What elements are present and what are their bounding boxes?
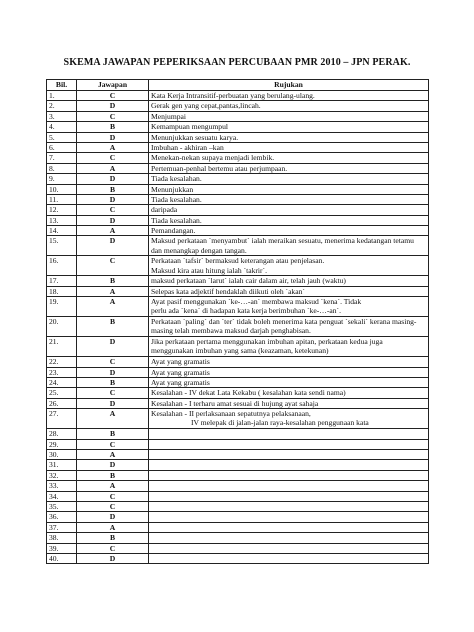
answer-letter: D — [77, 174, 149, 184]
reference-text: Perkataan `paling` dan `ter` tidak boleh menerima kata penguat `sekali` kerana masing- — [151, 317, 417, 327]
reference-cell — [149, 367, 429, 377]
reference-cell — [149, 409, 429, 429]
row-number: 17. — [47, 276, 77, 286]
answer-letter: B — [77, 276, 149, 286]
reference-cell — [149, 132, 429, 142]
reference-text: maksud perkataan `larut` ialah cair dalam air, telah jauh (waktu) — [151, 276, 346, 286]
reference-text: Maksud kira atau hitung ialah `takrir`. — [151, 265, 267, 275]
answer-letter: A — [77, 163, 149, 173]
answer-table — [46, 79, 429, 564]
answer-letter: C — [77, 153, 149, 163]
table-row — [47, 460, 429, 470]
reference-text: Kesalahan - IV dekat Lata Kekabu ( kesalahan kata sendi nama) — [151, 388, 346, 398]
answer-letter: C — [77, 357, 149, 367]
reference-text: Gerak gen yang cepat,pantas,lincah. — [151, 101, 261, 111]
table-header-row — [47, 80, 429, 91]
reference-text: perlu ada `kena` di hadapan kata kerja berimbuhan `ke-…-an`. — [151, 306, 341, 316]
reference-cell — [149, 163, 429, 173]
reference-text: Menjumpai — [151, 111, 187, 121]
table-row — [47, 205, 429, 215]
answer-letter: A — [77, 142, 149, 152]
reference-text: Tiada kesalahan. — [151, 174, 202, 184]
table-row — [47, 449, 429, 459]
answer-letter: A — [77, 297, 149, 317]
table-row — [47, 388, 429, 398]
answer-letter: D — [77, 101, 149, 111]
answer-letter: B — [77, 378, 149, 388]
reference-cell — [149, 184, 429, 194]
row-number: 21. — [47, 337, 77, 357]
row-number: 33. — [47, 481, 77, 491]
row-number: 30. — [47, 449, 77, 459]
reference-cell — [149, 194, 429, 204]
reference-text: Kesalahan - I terharu amat sesuai di hujung ayat sahaja — [151, 398, 319, 408]
table-row — [47, 357, 429, 367]
answer-letter: D — [77, 215, 149, 225]
table-row — [47, 297, 429, 317]
row-number: 4. — [47, 122, 77, 132]
table-row — [47, 409, 429, 429]
answer-letter: C — [77, 111, 149, 121]
reference-cell — [149, 357, 429, 367]
table-row — [47, 132, 429, 142]
answer-letter: B — [77, 533, 149, 543]
table-row — [47, 512, 429, 522]
reference-text: Ayat yang gramatis — [151, 378, 210, 388]
table-row — [47, 398, 429, 408]
row-number: 19. — [47, 297, 77, 317]
reference-cell — [149, 378, 429, 388]
reference-text: Tiada kesalahan. — [151, 215, 202, 225]
reference-cell — [149, 122, 429, 132]
row-number: 40. — [47, 553, 77, 563]
row-number: 31. — [47, 460, 77, 470]
reference-cell — [149, 205, 429, 215]
answer-letter: D — [77, 337, 149, 357]
row-number: 16. — [47, 256, 77, 276]
row-number: 37. — [47, 522, 77, 532]
table-row — [47, 174, 429, 184]
table-row — [47, 91, 429, 101]
reference-text: Menunjukkan — [151, 184, 194, 194]
table-row — [47, 122, 429, 132]
table-row — [47, 429, 429, 439]
row-number: 34. — [47, 491, 77, 501]
table-row — [47, 286, 429, 296]
table-row — [47, 367, 429, 377]
row-number: 5. — [47, 132, 77, 142]
answer-letter: D — [77, 512, 149, 522]
table-row — [47, 543, 429, 553]
answer-letter: B — [77, 122, 149, 132]
reference-text: Imbuhan - akhiran –kan — [151, 142, 224, 152]
reference-cell — [149, 481, 429, 491]
answer-letter: B — [77, 317, 149, 337]
table-row — [47, 337, 429, 357]
row-number: 27. — [47, 409, 77, 429]
table-row — [47, 553, 429, 563]
reference-cell — [149, 512, 429, 522]
reference-cell — [149, 256, 429, 276]
answer-letter: C — [77, 205, 149, 215]
row-number: 24. — [47, 378, 77, 388]
answer-letter: B — [77, 470, 149, 480]
reference-cell — [149, 388, 429, 398]
reference-text: Tiada kesalahan. — [151, 194, 202, 204]
answer-letter: A — [77, 286, 149, 296]
row-number: 10. — [47, 184, 77, 194]
table-row — [47, 481, 429, 491]
row-number: 13. — [47, 215, 77, 225]
answer-letter: C — [77, 491, 149, 501]
answer-letter: A — [77, 409, 149, 429]
answer-letter: D — [77, 398, 149, 408]
row-number: 15. — [47, 236, 77, 256]
reference-cell — [149, 439, 429, 449]
answer-letter: D — [77, 460, 149, 470]
reference-cell — [149, 174, 429, 184]
row-number: 6. — [47, 142, 77, 152]
table-row — [47, 111, 429, 121]
row-number: 32. — [47, 470, 77, 480]
reference-cell — [149, 553, 429, 563]
table-row — [47, 378, 429, 388]
reference-cell — [149, 460, 429, 470]
table-row — [47, 194, 429, 204]
answer-letter: A — [77, 449, 149, 459]
reference-cell — [149, 501, 429, 511]
answer-letter: C — [77, 256, 149, 276]
row-number: 22. — [47, 357, 77, 367]
reference-cell — [149, 449, 429, 459]
answer-letter: C — [77, 91, 149, 101]
reference-cell — [149, 101, 429, 111]
answer-letter: C — [77, 388, 149, 398]
table-row — [47, 439, 429, 449]
table-row — [47, 163, 429, 173]
answer-letter: C — [77, 501, 149, 511]
table-row — [47, 215, 429, 225]
answer-letter: B — [77, 184, 149, 194]
reference-cell — [149, 142, 429, 152]
header-rujukan: Rujukan — [149, 80, 429, 91]
reference-cell — [149, 286, 429, 296]
reference-cell — [149, 470, 429, 480]
row-number: 29. — [47, 439, 77, 449]
row-number: 26. — [47, 398, 77, 408]
reference-text: Kemampuan mengumpul — [151, 122, 228, 132]
row-number: 1. — [47, 91, 77, 101]
reference-text: Selepas kata adjektif hendaklah diikuti oleh `akan` — [151, 286, 305, 296]
table-row — [47, 522, 429, 532]
row-number: 9. — [47, 174, 77, 184]
reference-cell — [149, 491, 429, 501]
row-number: 3. — [47, 111, 77, 121]
table-row — [47, 256, 429, 276]
row-number: 18. — [47, 286, 77, 296]
reference-cell — [149, 111, 429, 121]
answer-letter: D — [77, 236, 149, 256]
answer-letter: C — [77, 543, 149, 553]
header-bil: Bil. — [47, 80, 77, 91]
reference-cell — [149, 337, 429, 357]
row-number: 11. — [47, 194, 77, 204]
header-jawapan: Jawapan — [77, 80, 149, 91]
reference-text: daripada — [151, 205, 178, 215]
row-number: 23. — [47, 367, 77, 377]
reference-cell — [149, 226, 429, 236]
reference-text: masing telah membawa maksud darjah penghabisan. — [151, 326, 311, 336]
answer-letter: A — [77, 522, 149, 532]
table-row — [47, 533, 429, 543]
row-number: 28. — [47, 429, 77, 439]
table-row — [47, 317, 429, 337]
row-number: 14. — [47, 226, 77, 236]
reference-text: Ayat pasif menggunakan `ke-…-an` membawa maksud `kena`. Tidak — [151, 297, 362, 307]
table-row — [47, 226, 429, 236]
reference-cell — [149, 398, 429, 408]
reference-cell — [149, 236, 429, 256]
row-number: 8. — [47, 163, 77, 173]
answer-letter: D — [77, 367, 149, 377]
table-row — [47, 153, 429, 163]
row-number: 7. — [47, 153, 77, 163]
answer-letter: A — [77, 226, 149, 236]
reference-text: Kesalahan - II perlaksanaan sepatutnya pelaksanaan, — [151, 409, 311, 419]
answer-letter: D — [77, 194, 149, 204]
reference-text: Menunjukkan sesuatu karya. — [151, 132, 239, 142]
answer-letter: D — [77, 132, 149, 142]
row-number: 39. — [47, 543, 77, 553]
reference-text: Perkataan `tafsir` bermaksud keterangan atau penjelasan. — [151, 256, 325, 266]
reference-cell — [149, 522, 429, 532]
reference-text: dan menangkap dengan tangan. — [151, 245, 247, 255]
row-number: 36. — [47, 512, 77, 522]
reference-cell — [149, 429, 429, 439]
row-number: 38. — [47, 533, 77, 543]
reference-text: Maksud perkataan `menyambut` ialah meraikan sesuatu, menerima kedatangan tetamu — [151, 236, 414, 246]
reference-cell — [149, 276, 429, 286]
row-number: 12. — [47, 205, 77, 215]
reference-cell — [149, 533, 429, 543]
row-number: 35. — [47, 501, 77, 511]
reference-text: Menekan-nekan supaya menjadi lembik. — [151, 153, 275, 163]
page-title: SKEMA JAWAPAN PEPERIKSAAN PERCUBAAN PMR 2010 – JPN PERAK. — [63, 57, 411, 68]
table-row — [47, 501, 429, 511]
reference-text: Ayat yang gramatis — [151, 367, 210, 377]
reference-cell — [149, 91, 429, 101]
reference-text: Pemandangan. — [151, 226, 196, 236]
table-body — [47, 91, 429, 564]
table-row — [47, 184, 429, 194]
reference-text: Kata Kerja Intransitif-perbuatan yang berulang-ulang. — [151, 91, 315, 100]
reference-cell — [149, 153, 429, 163]
reference-text: Pertemuan-penhal bertemu atau perjumpaan. — [151, 163, 288, 173]
row-number: 25. — [47, 388, 77, 398]
row-number: 20. — [47, 317, 77, 337]
table-row — [47, 491, 429, 501]
table-row — [47, 236, 429, 256]
row-number: 2. — [47, 101, 77, 111]
answer-letter: B — [77, 429, 149, 439]
reference-text: IV melepak di jalan-jalan raya-kesalahan penggunaan kata — [191, 418, 369, 428]
reference-cell — [149, 543, 429, 553]
answer-letter: C — [77, 439, 149, 449]
reference-cell — [149, 317, 429, 337]
table-row — [47, 101, 429, 111]
reference-text: menggunakan imbuhan yang sama (keazaman, ketekunan) — [151, 346, 329, 356]
reference-text: Jika perkataan pertama menggunakan imbuhan apitan, perkataan kedua juga — [151, 337, 383, 347]
table-row — [47, 276, 429, 286]
reference-text: Ayat yang gramatis — [151, 357, 210, 367]
answer-letter: A — [77, 481, 149, 491]
table-row — [47, 470, 429, 480]
reference-cell — [149, 297, 429, 317]
answer-letter: D — [77, 553, 149, 563]
reference-cell — [149, 215, 429, 225]
table-row — [47, 142, 429, 152]
